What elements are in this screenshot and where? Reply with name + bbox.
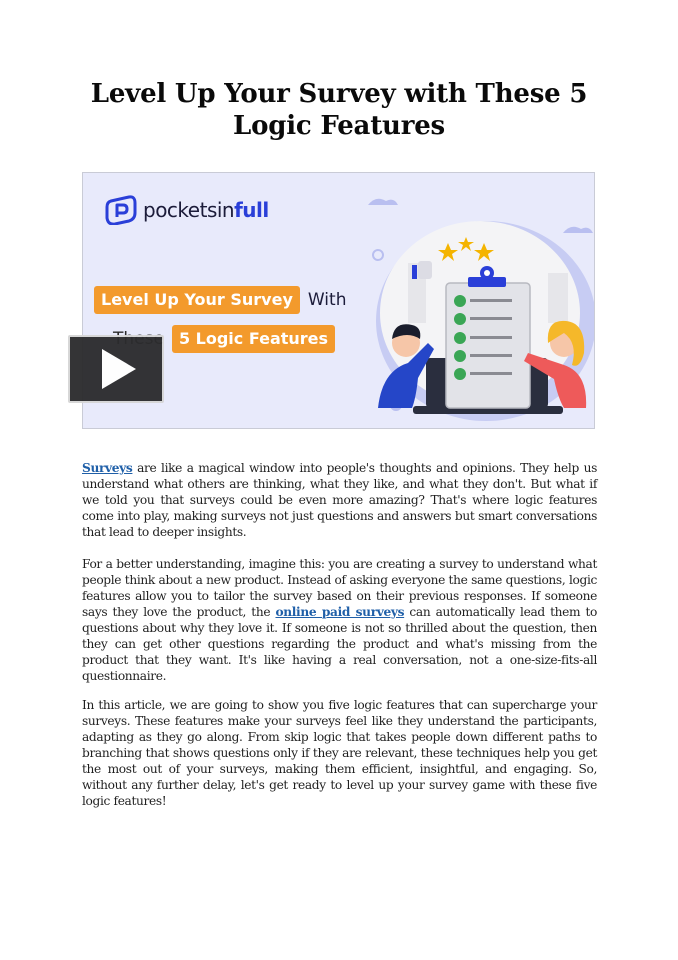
hero-headline-line-1 [94,286,346,314]
paragraph-1-text: are like a magical window into people's thoughts and opinions. They help us understand what others are thinking, what they like, and what they don't. But what if we told you that surveys could be even more amazing? That's where logic features come into play, making surveys not just questions and answers but smart conversations that lead to deeper insights. [82,461,597,539]
cloud-icon [368,199,398,205]
pocketsinfull-logo-icon [105,195,137,225]
play-icon [102,349,136,389]
online-paid-surveys-link[interactable]: online paid surveys [275,605,405,619]
article-paragraph-2 [82,556,597,684]
headline-pill-1: Level Up Your Survey [94,286,300,314]
page-title: Level Up Your Survey with These 5 Logic Features [90,79,588,141]
article-paragraph-1 [82,460,597,540]
brand-name [143,198,269,222]
article-paragraph-3: In this article, we are going to show you five logic features that can supercharge your surveys. These features make your surveys feel like they understand the participants, adapting as they go along. From skip logic that takes people down different paths to branching that shows questions only if they are relevant, these techniques help you get the most out of your surveys, making them efficient, insightful, and engaging. So, without any further delay, let's get ready to level up your survey game with these five logic features! [82,698,597,808]
brand-logo [105,195,269,225]
paragraph-2-text-before: For a better understanding, imagine this: you are creating a survey to understand what people think about a new product. Instead of asking everyone the same questions, logic features allow you to tailor the survey based on their previous responses. If someone says they love the product, the [82,557,597,619]
brand-name-prefix: pocketsin [143,198,235,222]
headline-pill-2: 5 Logic Features [172,325,335,353]
surveys-link[interactable]: Surveys [82,461,133,475]
paragraph-2-text-after: can automatically lead them to questions about why they love it. If someone is not so thrilled about the question, then they can get other questions regarding the product and what's missing from the product that they want. It's like having a real conversation, not a one-size-fits-all questionnaire. [82,605,597,683]
cloud-icon [563,227,593,233]
headline-text-1: With [307,290,347,310]
video-play-button[interactable] [68,335,164,403]
survey-illustration [368,193,595,428]
brand-name-accent: full [234,198,269,222]
thumbs-up-icon [412,265,417,279]
